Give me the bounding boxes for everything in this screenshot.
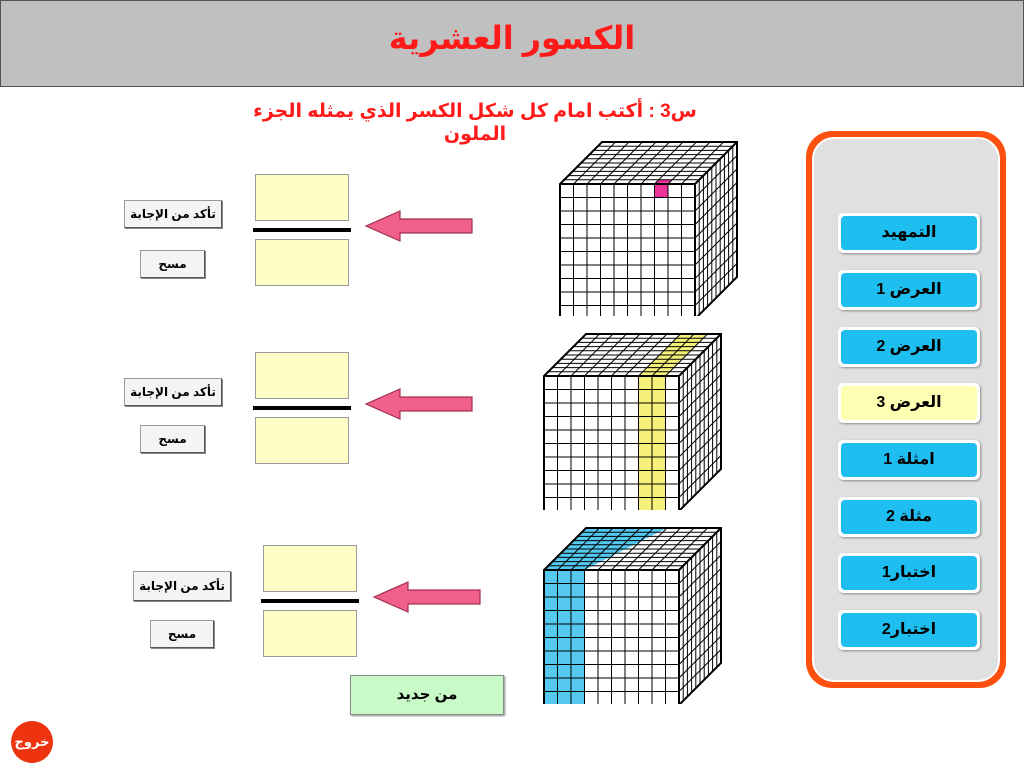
check-answer-button-2[interactable]: تأكد من الإجابة: [124, 378, 222, 406]
menu-button-label[interactable]: مثلة 2: [841, 500, 977, 534]
menu-button-label[interactable]: التمهيد: [841, 216, 977, 250]
numerator-box-3[interactable]: [263, 545, 357, 592]
question-text: س3 : أكتب امام كل شكل الكسر الذي يمثله الجزء الملون: [253, 101, 697, 145]
menu-item-test-1[interactable]: [838, 553, 980, 593]
cube-figure-3: [540, 524, 728, 704]
menu-item-test-2[interactable]: [838, 610, 980, 650]
menu-item-intro[interactable]: [838, 213, 980, 253]
left-arrow-icon: [372, 579, 484, 615]
menu-button-label[interactable]: اختبار1: [841, 556, 977, 590]
shaded-unit-front: [655, 184, 669, 198]
check-answer-button-3[interactable]: تأكد من الإجابة: [133, 571, 231, 601]
menu-button-label[interactable]: العرض 1: [841, 273, 977, 307]
check-answer-button-1[interactable]: تأكد من الإجابة: [124, 200, 222, 228]
cube-figure-1: [556, 138, 744, 316]
menu-item-presentation-1[interactable]: [838, 270, 980, 310]
clear-button-3[interactable]: مسح: [150, 620, 214, 648]
menu-button-label[interactable]: اختبار2: [841, 613, 977, 647]
exit-button[interactable]: خروج: [11, 721, 53, 763]
title-bar: [0, 0, 1024, 87]
left-arrow-icon: [364, 386, 476, 422]
numerator-box-1[interactable]: [255, 174, 349, 221]
page-title: الكسور العشرية: [388, 20, 636, 56]
denominator-box-1[interactable]: [255, 239, 349, 286]
menu-button-label[interactable]: العرض 2: [841, 330, 977, 364]
menu-item-presentation-3[interactable]: [838, 383, 980, 423]
clear-button-2[interactable]: مسح: [140, 425, 205, 453]
denominator-box-3[interactable]: [263, 610, 357, 657]
fraction-bar-2: [253, 406, 351, 410]
denominator-box-2[interactable]: [255, 417, 349, 464]
menu-button-label[interactable]: امثلة 1: [841, 443, 977, 477]
menu-item-examples-2[interactable]: [838, 497, 980, 537]
menu-button-label[interactable]: العرض 3: [841, 386, 977, 420]
fraction-bar-1: [253, 228, 351, 232]
fraction-bar-3: [261, 599, 359, 603]
restart-button[interactable]: من جديد: [350, 675, 504, 715]
left-arrow-icon: [364, 208, 476, 244]
clear-button-1[interactable]: مسح: [140, 250, 205, 278]
numerator-box-2[interactable]: [255, 352, 349, 399]
cube-figure-2: [540, 330, 728, 510]
menu-item-presentation-2[interactable]: [838, 327, 980, 367]
menu-item-examples-1[interactable]: [838, 440, 980, 480]
